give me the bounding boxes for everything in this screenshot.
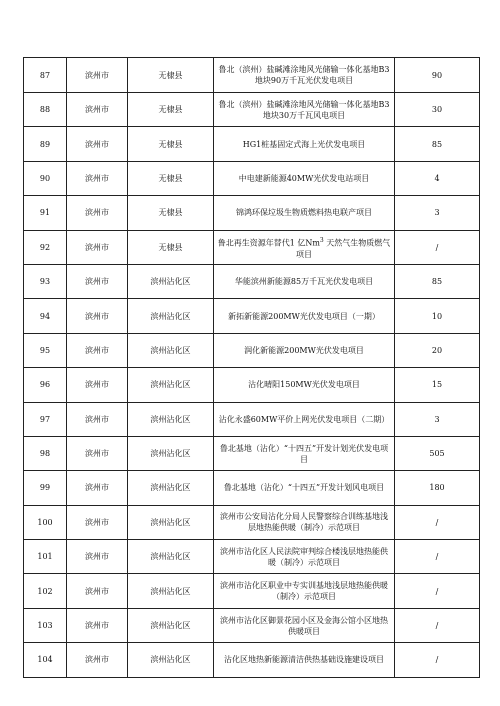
row-number: 99	[24, 471, 67, 505]
county-cell: 滨州沾化区	[128, 574, 214, 608]
row-number: 98	[24, 436, 67, 470]
county-cell: 滨州沾化区	[128, 333, 214, 367]
capacity-cell: /	[395, 574, 480, 608]
project-name-cell: 滨州市沾化区职业中专实训基地浅层地热能供暖（制冷）示范项目	[214, 574, 395, 608]
table-row	[24, 471, 480, 505]
county-cell: 无棣县	[128, 58, 214, 93]
table-row	[24, 299, 480, 333]
capacity-cell: /	[395, 643, 480, 677]
county-cell: 滨州沾化区	[128, 471, 214, 505]
county-cell: 无棣县	[128, 230, 214, 264]
city-cell: 滨州市	[67, 574, 128, 608]
city-cell: 滨州市	[67, 402, 128, 436]
table-row	[24, 436, 480, 470]
project-name-cell: HG1桩基固定式海上光伏发电项目	[214, 127, 395, 161]
project-table	[23, 57, 480, 678]
county-cell: 滨州沾化区	[128, 643, 214, 677]
capacity-cell: 3	[395, 196, 480, 230]
city-cell: 滨州市	[67, 436, 128, 470]
table-row	[24, 264, 480, 298]
row-number: 104	[24, 643, 67, 677]
city-cell: 滨州市	[67, 161, 128, 195]
row-number: 87	[24, 58, 67, 93]
county-cell: 滨州沾化区	[128, 436, 214, 470]
county-cell: 无棣县	[128, 93, 214, 127]
city-cell: 滨州市	[67, 93, 128, 127]
city-cell: 滨州市	[67, 471, 128, 505]
capacity-cell: 10	[395, 299, 480, 333]
capacity-cell: 90	[395, 58, 480, 93]
city-cell: 滨州市	[67, 299, 128, 333]
table-row	[24, 333, 480, 367]
table-row	[24, 643, 480, 677]
table-row	[24, 230, 480, 264]
table-row	[24, 574, 480, 608]
county-cell: 滨州沾化区	[128, 368, 214, 402]
county-cell: 滨州沾化区	[128, 608, 214, 642]
table-row	[24, 505, 480, 539]
project-name-cell: 润化新能源200MW光伏发电项目	[214, 333, 395, 367]
city-cell: 滨州市	[67, 540, 128, 574]
city-cell: 滨州市	[67, 643, 128, 677]
row-number: 89	[24, 127, 67, 161]
capacity-cell: 30	[395, 93, 480, 127]
capacity-cell: 20	[395, 333, 480, 367]
project-name-cell: 锦鸿环保垃圾生物质燃料热电联产项目	[214, 196, 395, 230]
row-number: 97	[24, 402, 67, 436]
city-cell: 滨州市	[67, 505, 128, 539]
city-cell: 滨州市	[67, 333, 128, 367]
city-cell: 滨州市	[67, 127, 128, 161]
county-cell: 无棣县	[128, 161, 214, 195]
row-number: 88	[24, 93, 67, 127]
project-name-cell: 中电建新能源40MW光伏发电站项目	[214, 161, 395, 195]
project-name-cell: 新拓新能源200MW光伏发电项目（一期）	[214, 299, 395, 333]
capacity-cell: 4	[395, 161, 480, 195]
project-name-cell: 沾化区地热新能源清洁供热基础设施建设项目	[214, 643, 395, 677]
row-number: 103	[24, 608, 67, 642]
row-number: 96	[24, 368, 67, 402]
county-cell: 滨州沾化区	[128, 264, 214, 298]
table-row	[24, 93, 480, 127]
city-cell: 滨州市	[67, 58, 128, 93]
project-name-part: 天然气生物质燃气项目	[296, 238, 391, 259]
project-name-part: 鲁北再生资源年替代1 亿Nm	[217, 238, 320, 248]
project-name-cell	[214, 230, 395, 264]
capacity-cell: 85	[395, 127, 480, 161]
table-row	[24, 368, 480, 402]
county-cell: 无棣县	[128, 127, 214, 161]
county-cell: 滨州沾化区	[128, 540, 214, 574]
county-cell: 滨州沾化区	[128, 299, 214, 333]
row-number: 100	[24, 505, 67, 539]
capacity-cell: 180	[395, 471, 480, 505]
project-name-cell: 沾化永盛60MW平价上网光伏发电项目（二期）	[214, 402, 395, 436]
project-name-cell: 沾化晴阳150MW光伏发电项目	[214, 368, 395, 402]
table-row	[24, 540, 480, 574]
table-row	[24, 402, 480, 436]
row-number: 101	[24, 540, 67, 574]
project-name-cell: 滨州市沾化区御景花园小区及金海公馆小区地热供暖项目	[214, 608, 395, 642]
project-name-cell: 滨州市公安局沾化分局人民警察综合训练基地浅层地热能供暖（制冷）示范项目	[214, 505, 395, 539]
table-row	[24, 58, 480, 93]
row-number: 92	[24, 230, 67, 264]
row-number: 93	[24, 264, 67, 298]
project-name-cell: 滨州市沾化区人民法院审判综合楼浅层地热能供暖（制冷）示范项目	[214, 540, 395, 574]
superscript-three: 3	[319, 236, 324, 244]
row-number: 95	[24, 333, 67, 367]
capacity-cell: /	[395, 230, 480, 264]
row-number: 102	[24, 574, 67, 608]
project-name-cell: 鲁北（滨州）盐碱滩涂地风光储输一体化基地B3地块30万千瓦风电项目	[214, 93, 395, 127]
capacity-cell: 15	[395, 368, 480, 402]
capacity-cell: /	[395, 540, 480, 574]
city-cell: 滨州市	[67, 608, 128, 642]
city-cell: 滨州市	[67, 230, 128, 264]
row-number: 94	[24, 299, 67, 333]
capacity-cell: 3	[395, 402, 480, 436]
row-number: 91	[24, 196, 67, 230]
table-row	[24, 127, 480, 161]
project-name-cell: 鲁北（滨州）盐碱滩涂地风光储输一体化基地B3地块90万千瓦光伏发电项目	[214, 58, 395, 93]
capacity-cell: 505	[395, 436, 480, 470]
capacity-cell: /	[395, 608, 480, 642]
city-cell: 滨州市	[67, 264, 128, 298]
table-row	[24, 608, 480, 642]
table-row	[24, 161, 480, 195]
city-cell: 滨州市	[67, 368, 128, 402]
capacity-cell: 85	[395, 264, 480, 298]
capacity-cell: /	[395, 505, 480, 539]
row-number: 90	[24, 161, 67, 195]
project-name-cell: 鲁北基地（沾化）“十四五”开发计划光伏发电项目	[214, 436, 395, 470]
project-name-cell: 鲁北基地（沾化）“十四五”开发计划风电项目	[214, 471, 395, 505]
county-cell: 滨州沾化区	[128, 505, 214, 539]
table-row	[24, 196, 480, 230]
city-cell: 滨州市	[67, 196, 128, 230]
project-name-cell: 华能滨州新能源85万千瓦光伏发电项目	[214, 264, 395, 298]
county-cell: 无棣县	[128, 196, 214, 230]
county-cell: 滨州沾化区	[128, 402, 214, 436]
